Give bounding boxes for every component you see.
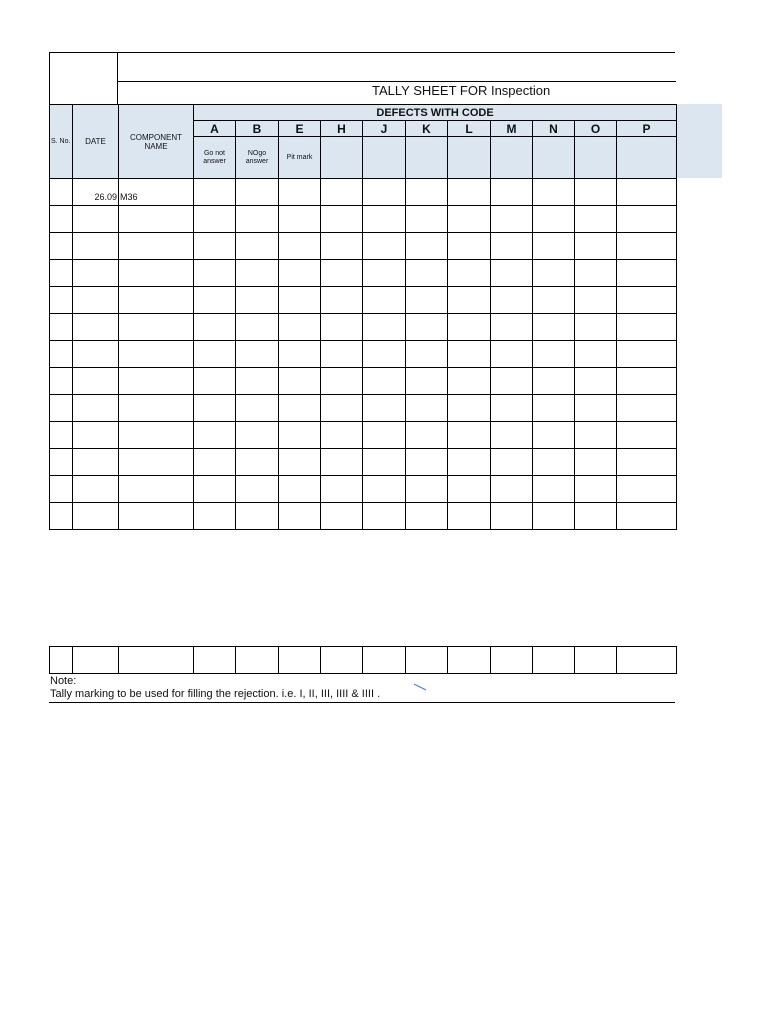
cell-defect-l[interactable] [448,206,491,233]
pen-stroke-mark [413,683,427,691]
cell-defect-l[interactable] [448,260,491,287]
cell-defect-h[interactable] [321,422,363,449]
cell-defect-m[interactable] [491,260,533,287]
cell-defect-e[interactable] [279,503,321,530]
cell-defect-l[interactable] [448,368,491,395]
footer-cell[interactable] [119,647,194,674]
cell-defect-n[interactable] [533,233,575,260]
cell-defect-b[interactable] [236,422,279,449]
cell-sno[interactable] [50,206,73,233]
table-row [50,206,677,233]
tally-table [49,104,677,530]
defect-desc-b: NOgo answer [236,137,279,179]
cell-defect-e[interactable] [279,449,321,476]
cell-defect-l[interactable] [448,233,491,260]
defect-code-h: H [321,121,363,137]
defect-desc-j [363,137,406,179]
cell-defect-o[interactable] [575,368,617,395]
cell-defect-p[interactable] [617,395,677,422]
cell-date[interactable] [73,233,119,260]
cell-defect-m[interactable] [491,206,533,233]
cell-defect-h[interactable] [321,368,363,395]
table-row [50,422,677,449]
defect-desc-n [533,137,575,179]
cell-component[interactable] [119,341,194,368]
cell-defect-p[interactable] [617,368,677,395]
cell-defect-h[interactable] [321,260,363,287]
cell-defect-l[interactable] [448,287,491,314]
cell-component[interactable] [119,422,194,449]
cell-defect-h[interactable] [321,476,363,503]
cell-defect-j[interactable] [363,476,406,503]
cell-defect-k[interactable] [406,422,448,449]
cell-defect-j[interactable] [363,422,406,449]
cell-defect-j[interactable] [363,233,406,260]
defect-code-j: J [363,121,406,137]
defect-desc-p [617,137,677,179]
cell-date[interactable] [73,341,119,368]
cell-defect-a[interactable] [194,476,236,503]
table-row [50,395,677,422]
cell-defect-e[interactable] [279,260,321,287]
cell-defect-b[interactable] [236,341,279,368]
cell-component[interactable] [119,233,194,260]
footer-cell[interactable] [321,647,363,674]
table-row [50,233,677,260]
cell-component[interactable] [119,449,194,476]
cell-sno[interactable] [50,260,73,287]
cell-defect-p[interactable] [617,206,677,233]
cell-defect-b[interactable] [236,287,279,314]
cell-defect-e[interactable] [279,314,321,341]
cell-defect-e[interactable] [279,206,321,233]
cell-sno[interactable] [50,476,73,503]
cell-sno[interactable] [50,233,73,260]
cell-defect-m[interactable] [491,179,533,206]
cell-date[interactable] [73,503,119,530]
cell-date[interactable] [73,476,119,503]
cell-component[interactable] [119,395,194,422]
sheet-title: TALLY SHEET FOR Inspection [372,83,551,98]
cell-defect-b[interactable] [236,206,279,233]
cell-defect-o[interactable] [575,287,617,314]
cell-defect-h[interactable] [321,287,363,314]
cell-defect-b[interactable] [236,476,279,503]
cell-defect-a[interactable] [194,287,236,314]
cell-sno[interactable] [50,368,73,395]
col-header-component: COMPONENT NAME [119,105,194,179]
footer-cell[interactable] [73,647,119,674]
col-header-date: DATE [73,105,119,179]
cell-sno[interactable] [50,449,73,476]
cell-defect-p[interactable] [617,179,677,206]
cell-defect-a[interactable] [194,449,236,476]
cell-component[interactable] [119,260,194,287]
footer-table [49,646,677,674]
cell-defect-j[interactable] [363,206,406,233]
footer-cell[interactable] [279,647,321,674]
cell-defect-j[interactable] [363,503,406,530]
cell-defect-k[interactable] [406,287,448,314]
footer-row [50,647,677,674]
table-row [50,368,677,395]
cell-defect-j[interactable] [363,449,406,476]
defect-code-k: K [406,121,448,137]
cell-defect-j[interactable] [363,314,406,341]
cell-defect-a[interactable] [194,260,236,287]
cell-date[interactable] [73,260,119,287]
defect-code-m: M [491,121,533,137]
cell-defect-p[interactable] [617,314,677,341]
defect-desc-l [448,137,491,179]
cell-date[interactable] [73,422,119,449]
cell-defect-p[interactable] [617,287,677,314]
cell-defect-m[interactable] [491,368,533,395]
cell-defect-n[interactable] [533,368,575,395]
cell-defect-j[interactable] [363,179,406,206]
cell-date[interactable] [73,206,119,233]
cell-defect-h[interactable] [321,503,363,530]
cell-defect-k[interactable] [406,503,448,530]
cell-date[interactable] [73,314,119,341]
cell-defect-p[interactable] [617,260,677,287]
footer-cell[interactable] [575,647,617,674]
cell-defect-l[interactable] [448,449,491,476]
cell-defect-m[interactable] [491,476,533,503]
cell-defect-n[interactable] [533,179,575,206]
cell-defect-a[interactable] [194,368,236,395]
cell-defect-a[interactable] [194,206,236,233]
cell-defect-e[interactable] [279,476,321,503]
cell-defect-e[interactable] [279,395,321,422]
cell-date[interactable] [73,395,119,422]
cell-defect-l[interactable] [448,314,491,341]
cell-defect-h[interactable] [321,341,363,368]
cell-defect-k[interactable] [406,179,448,206]
cell-defect-e[interactable] [279,341,321,368]
table-row [50,314,677,341]
defects-with-code-header: DEFECTS WITH CODE [194,105,677,121]
cell-defect-o[interactable] [575,314,617,341]
cell-defect-k[interactable] [406,476,448,503]
footer-cell[interactable] [406,647,448,674]
cell-defect-k[interactable] [406,206,448,233]
cell-defect-p[interactable] [617,503,677,530]
cell-component[interactable]: M36 [119,179,194,206]
cell-defect-p[interactable] [617,341,677,368]
cell-defect-h[interactable] [321,314,363,341]
cell-defect-o[interactable] [575,503,617,530]
cell-defect-e[interactable] [279,287,321,314]
cell-defect-m[interactable] [491,395,533,422]
cell-defect-b[interactable] [236,233,279,260]
defect-desc-k [406,137,448,179]
cell-defect-a[interactable] [194,179,236,206]
cell-defect-b[interactable] [236,260,279,287]
cell-defect-m[interactable] [491,233,533,260]
cell-defect-a[interactable] [194,422,236,449]
cell-defect-p[interactable] [617,476,677,503]
cell-defect-l[interactable] [448,179,491,206]
cell-defect-b[interactable] [236,503,279,530]
cell-defect-j[interactable] [363,341,406,368]
cell-defect-o[interactable] [575,206,617,233]
cell-defect-j[interactable] [363,260,406,287]
cell-defect-o[interactable] [575,422,617,449]
cell-defect-j[interactable] [363,395,406,422]
col-header-sno: S. No. [50,105,73,179]
cell-defect-k[interactable] [406,449,448,476]
defect-code-o: O [575,121,617,137]
cell-defect-a[interactable] [194,314,236,341]
cell-defect-k[interactable] [406,233,448,260]
cell-defect-k[interactable] [406,395,448,422]
cell-defect-a[interactable] [194,341,236,368]
cell-sno[interactable] [50,179,73,206]
cell-defect-h[interactable] [321,179,363,206]
cell-sno[interactable] [50,422,73,449]
table-row [50,179,677,206]
defect-code-e: E [279,121,321,137]
defect-code-p: P [617,121,677,137]
cell-defect-k[interactable] [406,368,448,395]
cell-date[interactable] [73,449,119,476]
cell-defect-l[interactable] [448,476,491,503]
defect-desc-h [321,137,363,179]
cell-defect-n[interactable] [533,449,575,476]
cell-defect-l[interactable] [448,422,491,449]
cell-sno[interactable] [50,395,73,422]
cell-defect-o[interactable] [575,395,617,422]
cell-component[interactable] [119,206,194,233]
cell-defect-p[interactable] [617,422,677,449]
note-label: Note: [50,675,77,687]
cell-defect-k[interactable] [406,260,448,287]
cell-defect-b[interactable] [236,395,279,422]
cell-defect-m[interactable] [491,449,533,476]
defect-desc-a: Go not answer [194,137,236,179]
cell-date[interactable]: 26.09 [73,179,119,206]
cell-defect-a[interactable] [194,395,236,422]
defect-code-a: A [194,121,236,137]
cell-defect-h[interactable] [321,395,363,422]
cell-defect-p[interactable] [617,233,677,260]
cell-defect-h[interactable] [321,449,363,476]
table-row [50,476,677,503]
cell-sno[interactable] [50,341,73,368]
defect-desc-e: Pit mark [279,137,321,179]
cell-defect-o[interactable] [575,476,617,503]
cell-defect-m[interactable] [491,341,533,368]
cell-defect-b[interactable] [236,449,279,476]
cell-defect-b[interactable] [236,179,279,206]
defect-code-b: B [236,121,279,137]
cell-defect-o[interactable] [575,233,617,260]
cell-defect-n[interactable] [533,314,575,341]
cell-component[interactable] [119,314,194,341]
defect-code-n: N [533,121,575,137]
title-logo-box [50,53,118,105]
note-bottom-border [49,702,675,703]
table-row [50,287,677,314]
footer-cell[interactable] [533,647,575,674]
cell-sno[interactable] [50,314,73,341]
cell-defect-l[interactable] [448,341,491,368]
cell-defect-n[interactable] [533,341,575,368]
cell-defect-a[interactable] [194,503,236,530]
table-row [50,503,677,530]
cell-date[interactable] [73,287,119,314]
cell-defect-m[interactable] [491,314,533,341]
table-row [50,341,677,368]
cell-defect-n[interactable] [533,287,575,314]
note-text: Tally marking to be used for filling the rejection. i.e. I, II, III, IIII & IIII . [50,688,381,700]
defect-code-l: L [448,121,491,137]
cell-component[interactable] [119,476,194,503]
defect-desc-o [575,137,617,179]
defect-desc-m [491,137,533,179]
footer-cell[interactable] [194,647,236,674]
cell-defect-a[interactable] [194,233,236,260]
cell-defect-j[interactable] [363,287,406,314]
cell-defect-h[interactable] [321,206,363,233]
cell-defect-e[interactable] [279,422,321,449]
cell-defect-n[interactable] [533,260,575,287]
footer-cell[interactable] [448,647,491,674]
cell-defect-k[interactable] [406,341,448,368]
footer-cell[interactable] [236,647,279,674]
cell-defect-n[interactable] [533,395,575,422]
cell-defect-h[interactable] [321,233,363,260]
cell-defect-b[interactable] [236,314,279,341]
footer-cell[interactable] [491,647,533,674]
cell-defect-l[interactable] [448,503,491,530]
table-row [50,449,677,476]
cell-defect-n[interactable] [533,476,575,503]
cell-defect-n[interactable] [533,422,575,449]
cell-defect-k[interactable] [406,314,448,341]
cell-defect-e[interactable] [279,233,321,260]
cell-defect-j[interactable] [363,368,406,395]
cell-defect-o[interactable] [575,179,617,206]
cell-defect-o[interactable] [575,341,617,368]
cell-component[interactable] [119,503,194,530]
title-divider [118,81,676,82]
cell-component[interactable] [119,368,194,395]
cell-defect-m[interactable] [491,503,533,530]
cell-defect-p[interactable] [617,449,677,476]
cell-sno[interactable] [50,503,73,530]
cell-defect-b[interactable] [236,368,279,395]
cell-defect-o[interactable] [575,449,617,476]
title-block [49,52,675,104]
footer-cell[interactable] [363,647,406,674]
cell-defect-o[interactable] [575,260,617,287]
cell-defect-l[interactable] [448,395,491,422]
cell-defect-e[interactable] [279,179,321,206]
cell-defect-m[interactable] [491,422,533,449]
cell-defect-e[interactable] [279,368,321,395]
cell-component[interactable] [119,287,194,314]
footer-cell[interactable] [50,647,73,674]
cell-defect-n[interactable] [533,206,575,233]
cell-date[interactable] [73,368,119,395]
cell-sno[interactable] [50,287,73,314]
footer-cell[interactable] [617,647,677,674]
cell-defect-m[interactable] [491,287,533,314]
cell-defect-n[interactable] [533,503,575,530]
table-row [50,260,677,287]
